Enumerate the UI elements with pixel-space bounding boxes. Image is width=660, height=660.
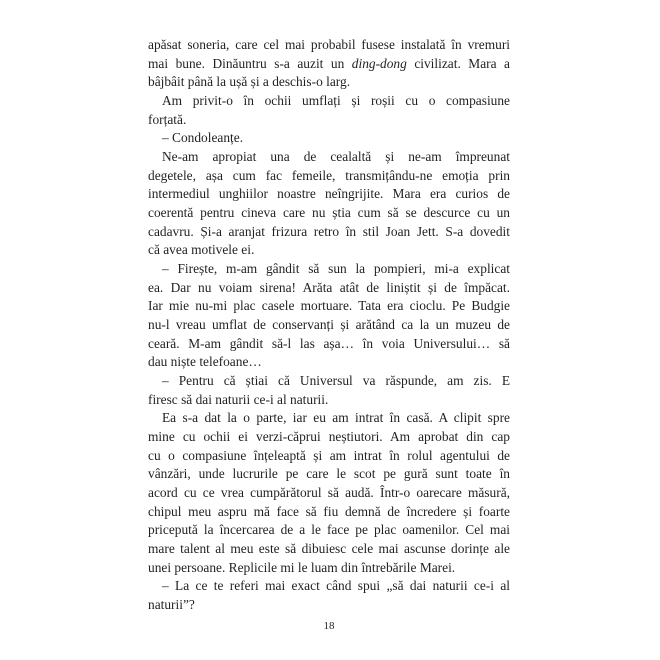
text-line: unei persoane. Replicile mi le luam din întrebările Marei. <box>148 559 456 575</box>
paragraph-8 <box>148 577 510 614</box>
text-line: bâjbâit până la ușă și a deschis-o larg. <box>148 74 351 90</box>
text-line: intermediul unghiilor noastre neîngrijite. Mara era curios de <box>148 186 510 202</box>
text-line: – La ce te referi mai exact când spui „să dai naturii ce-i al <box>162 578 510 594</box>
paragraph-7 <box>148 409 510 577</box>
text-line: că avea motivele ei. <box>148 242 255 258</box>
text-line: coerentă pentru cineva care nu știa cum să se descurce cu un <box>148 205 510 221</box>
text-line: – Condoleanțe. <box>162 130 244 146</box>
text-line: dau niște telefoane… <box>148 354 262 370</box>
text-line: – Firește, m-am gândit să sun la pompieri, mi-a explicat <box>162 261 510 277</box>
text-line: mare talent al meu este să dibuiesc cele mai ascunse dorințe ale <box>148 541 510 557</box>
text-line: nu-l vreau umflat de conservanți și arătând ca la un muzeu de <box>148 317 510 333</box>
emphasis-ding-dong: ding-dong <box>351 55 407 71</box>
text-line: acord cu ce vrea cumpărătorul să audă. Într-o oarecare măsură, <box>148 485 510 501</box>
paragraph-5 <box>148 260 510 372</box>
page-number: 18 <box>323 620 335 632</box>
paragraph-4 <box>148 148 510 260</box>
text-line: mine cu ochii ei verzi-căprui neștiutori. Am aprobat din cap <box>148 429 510 445</box>
text-line: forțată. <box>148 111 187 127</box>
text-line: cadavru. Și-a aranjat frizura retro în stil Joan Jett. S-a dovedit <box>148 223 510 239</box>
text-line: ceară. M-am gândit să-l las așa… în voia Universului… să <box>148 335 510 351</box>
paragraph-1 <box>148 36 510 92</box>
text-line: Ea s-a dat la o parte, iar eu am intrat în casă. A clipit spre <box>162 410 510 426</box>
paragraph-2 <box>148 92 510 129</box>
text-segment: mai bune. Dinăuntru s-a auzit un <box>148 55 352 71</box>
text-line: Iar mie nu-mi plac casele mortuare. Tata era cioclu. Pe Budgie <box>148 298 510 314</box>
paragraph-3 <box>148 129 510 148</box>
text-line: cu o compasiune înțeleaptă și am intrat în rolul agentului de <box>148 447 510 463</box>
text-line: Ne-am apropiat una de cealaltă și ne-am împreunat <box>162 149 510 165</box>
text-line: apăsat soneria, care cel mai probabil fusese instalată în vremuri <box>148 37 510 52</box>
text-line: ea. Dar nu voiam sirena! Arăta atât de liniștit și de împăcat. <box>148 279 510 295</box>
text-line: Am privit-o în ochii umflați și roșii cu o compasiune <box>162 93 510 109</box>
text-line: naturii”? <box>148 597 195 613</box>
text-line: vânzări, unde lucrurile pe care le scot pe gură sunt toate în <box>148 466 510 482</box>
text-segment: civilizat. Mara a <box>406 55 510 71</box>
book-page-text <box>148 36 510 615</box>
text-line: degetele, așa cum fac femeile, transmițându-ne emoția prin <box>148 167 510 183</box>
text-line: – Pentru că știai că Universul va răspunde, am zis. E <box>162 373 510 389</box>
paragraph-6 <box>148 372 510 409</box>
text-line: chipul meu aspru mă face să fiu demnă de încredere și foarte <box>148 503 510 519</box>
text-line <box>148 55 510 74</box>
text-line: firesc să dai naturii ce-i al naturii. <box>148 391 329 407</box>
text-line: pricepută la încercarea de a le face pe plac oamenilor. Cel mai <box>148 522 510 538</box>
